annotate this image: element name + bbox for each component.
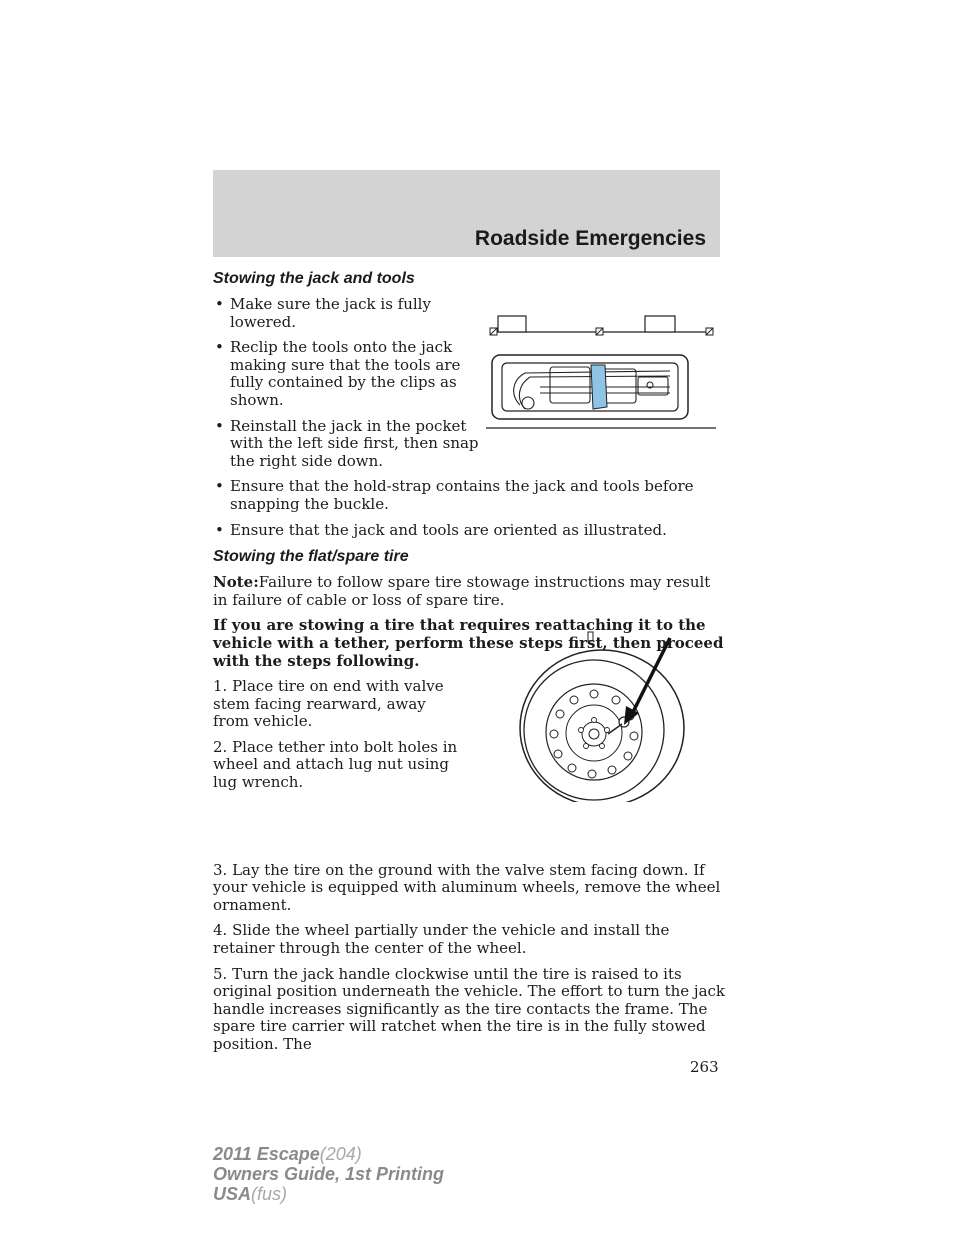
note-label: Note: [213,573,259,592]
note-text: Failure to follow spare tire stowage instructions may result in failure of cable or loss of spare tire. [213,573,711,609]
heading-stowing-tire: Stowing the flat/spare tire [213,548,409,566]
list-item: • Reclip the tools onto the jack making sure that the tools are fully contained by the clips as shown. [215,338,461,409]
step-1: 1. Place tire on end with valve stem facing rearward, away from vehicle. [213,677,444,731]
footer-region: USA [213,1184,252,1204]
footer-imprint [213,1144,444,1204]
step-4: 4. Slide the wheel partially under the vehicle and install the retainer through the center of the wheel. [213,921,670,958]
footer-guide: Owners Guide, 1st Printing [213,1164,445,1184]
jack-steps-list [213,296,725,539]
list-item: • Reinstall the jack in the pocket with the left side first, then snap the right side down. [215,416,479,470]
section-header-band [213,170,720,257]
page-number: 263 [690,1058,719,1076]
step-5: 5. Turn the jack handle clockwise until the tire is raised to its original position underneath the vehicle. The effort to turn the jack handle increases significantly as the tire contacts the frame. The spare tire carrier will ratchet when the tire is in the fully stowed position. The [213,964,726,1053]
tether-instruction: If you are stowing a tire that requires reattaching it to the vehicle with a tether, perform these steps first, then proceed with the steps following. [213,616,724,670]
step-3: 3. Lay the tire on the ground with the valve stem facing down. If your vehicle is equipped with aluminum wheels, remove the wheel ornament. [213,860,721,914]
section-title: Roadside Emergencies [474,227,706,250]
step-2: 2. Place tether into bolt holes in wheel and attach lug nut using lug wrench. [213,737,458,792]
list-item: • Ensure that the jack and tools are oriented as illustrated. [215,520,667,539]
list-item: • Ensure that the hold-strap contains the jack and tools before snapping the buckle. [215,477,694,513]
list-item: • Make sure the jack is fully lowered. [215,295,431,331]
heading-stowing-jack: Stowing the jack and tools [213,270,415,287]
page-content [213,269,725,1062]
note-paragraph [213,574,725,609]
footer-region-code: (fus) [251,1184,288,1204]
footer-model: 2011 Escape [213,1144,320,1164]
footer-model-code: (204) [319,1144,362,1164]
